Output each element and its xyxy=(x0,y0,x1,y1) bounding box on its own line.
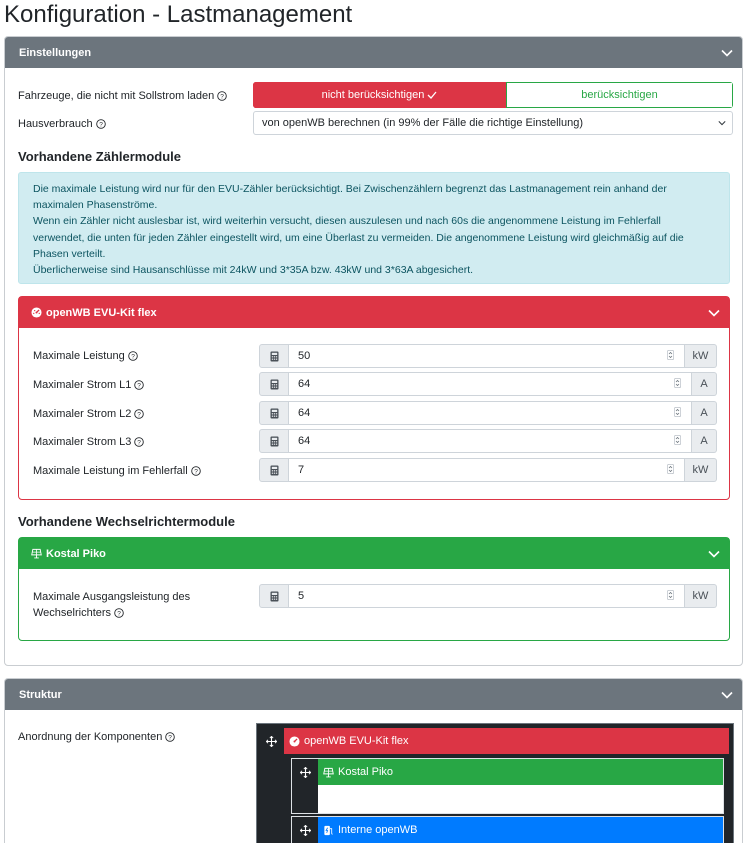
inverter-card xyxy=(18,537,730,641)
max-current-l1-input[interactable] xyxy=(289,372,692,396)
fallback-power-input[interactable] xyxy=(289,458,685,482)
structure-card xyxy=(4,678,743,843)
structure-card-header[interactable] xyxy=(5,679,742,710)
inverter-label-line1: Maximale Ausgangsleistung des xyxy=(33,591,191,603)
house-select-value: von openWB berechnen (in 99% der Fälle die richtige Einstellung) xyxy=(262,117,584,129)
counter-card-title: openWB EVU-Kit flex xyxy=(46,306,157,319)
max-power-label: Maximale Leistung xyxy=(33,350,125,362)
page-title: Konfiguration - Lastmanagement xyxy=(4,1,353,28)
spinner-icon[interactable] xyxy=(674,407,681,420)
settings-card-header[interactable] xyxy=(5,37,742,68)
component-tree xyxy=(256,723,734,843)
max-current-l1-label: Maximaler Strom L1 xyxy=(33,379,132,391)
move-icon[interactable] xyxy=(258,736,284,747)
house-label: Hausverbrauch xyxy=(18,118,93,130)
help-icon[interactable] xyxy=(217,91,227,101)
counter-card-header[interactable] xyxy=(19,297,729,328)
toggle-consider-button[interactable] xyxy=(506,82,733,108)
inverter-label-line2: Wechselrichters xyxy=(33,607,112,619)
chevron-down-icon[interactable] xyxy=(699,309,729,317)
calculator-icon xyxy=(259,584,289,608)
tree-node-kostal-dropzone[interactable] xyxy=(318,785,723,813)
solar-panel-icon xyxy=(323,767,334,778)
max-power-input-group xyxy=(259,344,717,368)
solar-panel-icon xyxy=(31,548,42,559)
max-current-l3-input[interactable] xyxy=(289,429,692,453)
gauge-icon xyxy=(289,736,300,747)
tree-node-interne-label: Interne openWB xyxy=(338,824,418,836)
chevron-down-icon[interactable] xyxy=(712,49,742,57)
tree-node-kostal-head xyxy=(292,759,723,785)
fallback-power-unit: kW xyxy=(685,458,717,482)
svg-text:?: ? xyxy=(137,382,142,390)
max-current-l3-unit: A xyxy=(692,429,717,453)
help-icon[interactable] xyxy=(114,608,124,618)
calculator-icon xyxy=(259,429,289,453)
help-icon[interactable] xyxy=(134,437,144,447)
max-current-l3-label-row xyxy=(33,435,144,449)
vehicles-label: Fahrzeuge, die nicht mit Sollstrom laden xyxy=(18,90,215,102)
tree-node-interne-head xyxy=(292,817,723,843)
tree-node-kostal-label: Kostal Piko xyxy=(338,766,394,778)
move-icon[interactable] xyxy=(292,767,318,778)
charging-station-icon xyxy=(323,825,334,836)
inverters-heading: Vorhandene Wechselrichtermodule xyxy=(18,514,235,529)
spinner-icon[interactable] xyxy=(667,464,674,477)
svg-text:?: ? xyxy=(220,93,225,101)
max-current-l1-input-group xyxy=(259,372,717,396)
calculator-icon xyxy=(259,458,289,482)
max-current-l1-label-row xyxy=(33,378,144,392)
tree-node-evu-label: openWB EVU-Kit flex xyxy=(304,735,409,747)
inverter-power-input[interactable] xyxy=(289,584,685,608)
info-line: Wenn ein Zähler nicht auslesbar ist, wird weiterhin versucht, diesen auszulesen und nach 60s die angenommene Leistung im Fehlerfall xyxy=(33,215,661,228)
inverter-power-value: 5 xyxy=(298,590,305,602)
move-icon[interactable] xyxy=(292,825,318,836)
calculator-icon xyxy=(259,372,289,396)
settings-card-title: Einstellungen xyxy=(19,46,92,59)
max-current-l3-label: Maximaler Strom L3 xyxy=(33,436,132,448)
tree-node-interne[interactable] xyxy=(291,816,724,843)
tree-node-kostal[interactable] xyxy=(291,758,724,814)
fallback-power-label-row xyxy=(33,464,201,478)
info-line: verwendet, die unten für jeden Zähler eingestellt wird, um eine Überlast zu vermeiden. Die angenommene Leistung wird gleichmäßig auf die xyxy=(33,231,684,244)
svg-text:?: ? xyxy=(137,439,142,447)
toggle-not-consider-label: nicht berücksichtigen xyxy=(321,89,425,101)
counter-card xyxy=(18,296,730,500)
info-alert xyxy=(18,172,730,284)
spinner-icon[interactable] xyxy=(667,350,674,363)
inverter-label-line2-row xyxy=(33,605,190,621)
max-current-l2-input[interactable] xyxy=(289,401,692,425)
fallback-power-label: Maximale Leistung im Fehlerfall xyxy=(33,465,188,477)
svg-text:?: ? xyxy=(193,468,198,476)
spinner-icon[interactable] xyxy=(667,590,674,603)
max-current-l2-value: 64 xyxy=(298,407,311,419)
chevron-down-icon[interactable] xyxy=(699,550,729,558)
info-line: Die maximale Leistung wird nur für den EVU-Zähler berücksichtigt. Bei Zwischenzählern begrenzt das Lastmanagement rein anhand der xyxy=(33,183,667,195)
tree-node-evu-head xyxy=(258,728,729,754)
check-icon xyxy=(427,91,437,99)
chevron-down-icon xyxy=(718,120,726,126)
max-power-label-row xyxy=(33,349,138,363)
help-icon[interactable] xyxy=(191,466,201,476)
gauge-icon xyxy=(31,307,42,318)
vehicles-toggle xyxy=(253,82,733,108)
inverter-label-block xyxy=(33,589,190,621)
inverter-card-title: Kostal Piko xyxy=(46,547,106,560)
max-current-l2-label: Maximaler Strom L2 xyxy=(33,408,132,420)
chevron-down-icon[interactable] xyxy=(712,691,742,699)
toggle-not-consider-button[interactable] xyxy=(253,82,506,108)
inverter-power-input-group xyxy=(259,584,717,608)
svg-text:?: ? xyxy=(117,610,121,618)
help-icon[interactable] xyxy=(128,351,138,361)
house-select[interactable] xyxy=(253,111,733,135)
info-line: Phasen verteilt. xyxy=(33,247,106,260)
svg-text:?: ? xyxy=(168,734,173,742)
structure-card-title: Struktur xyxy=(19,688,62,701)
info-line: Überlicherweise sind Hausanschlüsse mit 24kW und 3*35A bzw. 43kW und 3*63A abgesichert. xyxy=(33,264,474,277)
house-label-row xyxy=(18,117,106,131)
structure-label-row xyxy=(18,730,175,744)
max-power-value: 50 xyxy=(298,350,311,362)
calculator-icon xyxy=(259,401,289,425)
fallback-power-value: 7 xyxy=(298,464,305,476)
help-icon[interactable] xyxy=(134,409,144,419)
toggle-consider-label: berücksichtigen xyxy=(581,89,658,101)
counters-heading: Vorhandene Zählermodule xyxy=(18,149,182,164)
max-current-l2-input-group xyxy=(259,401,717,425)
max-power-input[interactable] xyxy=(289,344,685,368)
max-current-l2-unit: A xyxy=(692,401,717,425)
svg-text:?: ? xyxy=(130,353,135,361)
structure-label: Anordnung der Komponenten xyxy=(18,731,163,743)
calculator-icon xyxy=(259,344,289,368)
settings-card xyxy=(4,36,743,666)
help-icon[interactable] xyxy=(134,380,144,390)
inverter-power-unit: kW xyxy=(685,584,717,608)
inverter-card-header[interactable] xyxy=(19,538,729,569)
spinner-icon[interactable] xyxy=(674,378,681,391)
info-line: maximalen Phasenströme. xyxy=(33,199,158,212)
fallback-power-input-group xyxy=(259,458,717,482)
vehicles-label-row xyxy=(18,89,227,103)
svg-text:?: ? xyxy=(98,121,103,129)
max-power-unit: kW xyxy=(685,344,717,368)
tree-node-evu[interactable] xyxy=(258,728,729,843)
help-icon[interactable] xyxy=(165,732,175,742)
svg-text:?: ? xyxy=(137,411,142,419)
max-current-l2-label-row xyxy=(33,407,144,421)
help-icon[interactable] xyxy=(96,119,106,129)
max-current-l1-unit: A xyxy=(692,372,717,396)
max-current-l3-value: 64 xyxy=(298,435,311,447)
max-current-l1-value: 64 xyxy=(298,378,311,390)
max-current-l3-input-group xyxy=(259,429,717,453)
spinner-icon[interactable] xyxy=(674,435,681,448)
